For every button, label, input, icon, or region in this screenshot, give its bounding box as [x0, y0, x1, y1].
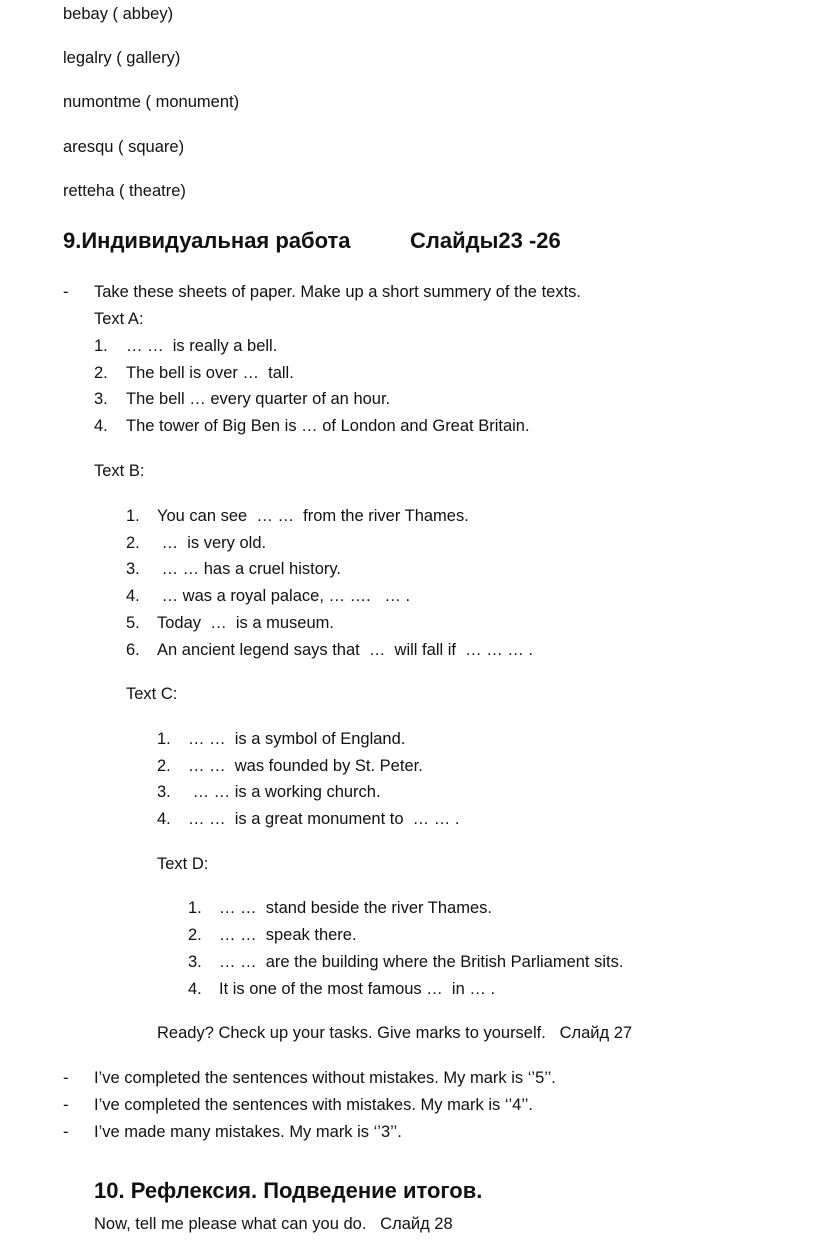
text-b-label: Text B: [94, 462, 145, 480]
list-item: … … is really a bell. [126, 337, 278, 355]
section-10-subtitle: Now, tell me please what can you do. Слайд 28 [94, 1215, 453, 1233]
list-item: … … is a great monument to … … . [188, 810, 460, 828]
list-item: … … speak there. [219, 926, 357, 944]
anagram-line: numontme ( monument) [63, 93, 240, 111]
list-number: 4. [188, 980, 202, 998]
list-number: 4. [126, 587, 140, 605]
list-number: 2. [188, 926, 202, 944]
mark-line: I’ve made many mistakes. My mark is ‘’3’’. [94, 1123, 402, 1141]
list-item: The tower of Big Ben is … of London and Great Britain. [126, 417, 530, 435]
list-number: 4. [94, 417, 108, 435]
list-item: … … is a working church. [188, 783, 381, 801]
list-number: 2. [94, 364, 108, 382]
mark-line: I’ve completed the sentences without mistakes. My mark is ‘’5’’. [94, 1069, 556, 1087]
list-number: 1. [126, 507, 140, 525]
list-item: … … is a symbol of England. [188, 730, 406, 748]
list-item: An ancient legend says that … will fall if … … … . [157, 641, 533, 659]
list-number: 1. [94, 337, 108, 355]
list-number: 3. [94, 390, 108, 408]
bullet-dash: - [63, 283, 69, 301]
list-number: 6. [126, 641, 140, 659]
anagram-line: bebay ( abbey) [63, 5, 174, 23]
bullet-dash: - [63, 1123, 69, 1141]
list-number: 1. [157, 730, 171, 748]
list-number: 2. [126, 534, 140, 552]
anagram-line: aresqu ( square) [63, 138, 185, 156]
list-item: … … are the building where the British Parliament sits. [219, 953, 624, 971]
list-item: … … has a cruel history. [157, 560, 342, 578]
text-a-label: Text A: [94, 310, 144, 328]
text-d-label: Text D: [157, 855, 209, 873]
list-item: … was a royal palace, … …. … . [157, 587, 411, 605]
list-item: … is very old. [157, 534, 267, 552]
instruction-text: Take these sheets of paper. Make up a short summery of the texts. [94, 283, 581, 301]
text-c-label: Text C: [126, 685, 178, 703]
list-item: It is one of the most famous … in … . [219, 980, 496, 998]
list-item: The bell … every quarter of an hour. [126, 390, 391, 408]
list-number: 1. [188, 899, 202, 917]
list-item: You can see … … from the river Thames. [157, 507, 469, 525]
anagram-line: legalry ( gallery) [63, 49, 181, 67]
list-number: 3. [188, 953, 202, 971]
section-9-title: 9.Индивидуальная работа [63, 228, 351, 253]
list-number: 5. [126, 614, 140, 632]
list-number: 3. [126, 560, 140, 578]
list-item: Today … is a museum. [157, 614, 334, 632]
bullet-dash: - [63, 1096, 69, 1114]
list-number: 2. [157, 757, 171, 775]
anagram-line: retteha ( theatre) [63, 182, 186, 200]
list-number: 4. [157, 810, 171, 828]
mark-line: I’ve completed the sentences with mistakes. My mark is ‘’4’’. [94, 1096, 533, 1114]
list-item: The bell is over … tall. [126, 364, 294, 382]
section-10-title: 10. Рефлексия. Подведение итогов. [94, 1178, 483, 1203]
bullet-dash: - [63, 1069, 69, 1087]
list-item: … … stand beside the river Thames. [219, 899, 492, 917]
list-item: … … was founded by St. Peter. [188, 757, 423, 775]
list-number: 3. [157, 783, 171, 801]
ready-text: Ready? Check up your tasks. Give marks to yourself. Слайд 27 [157, 1024, 633, 1042]
section-9-slides: Слайды23 -26 [410, 228, 561, 253]
